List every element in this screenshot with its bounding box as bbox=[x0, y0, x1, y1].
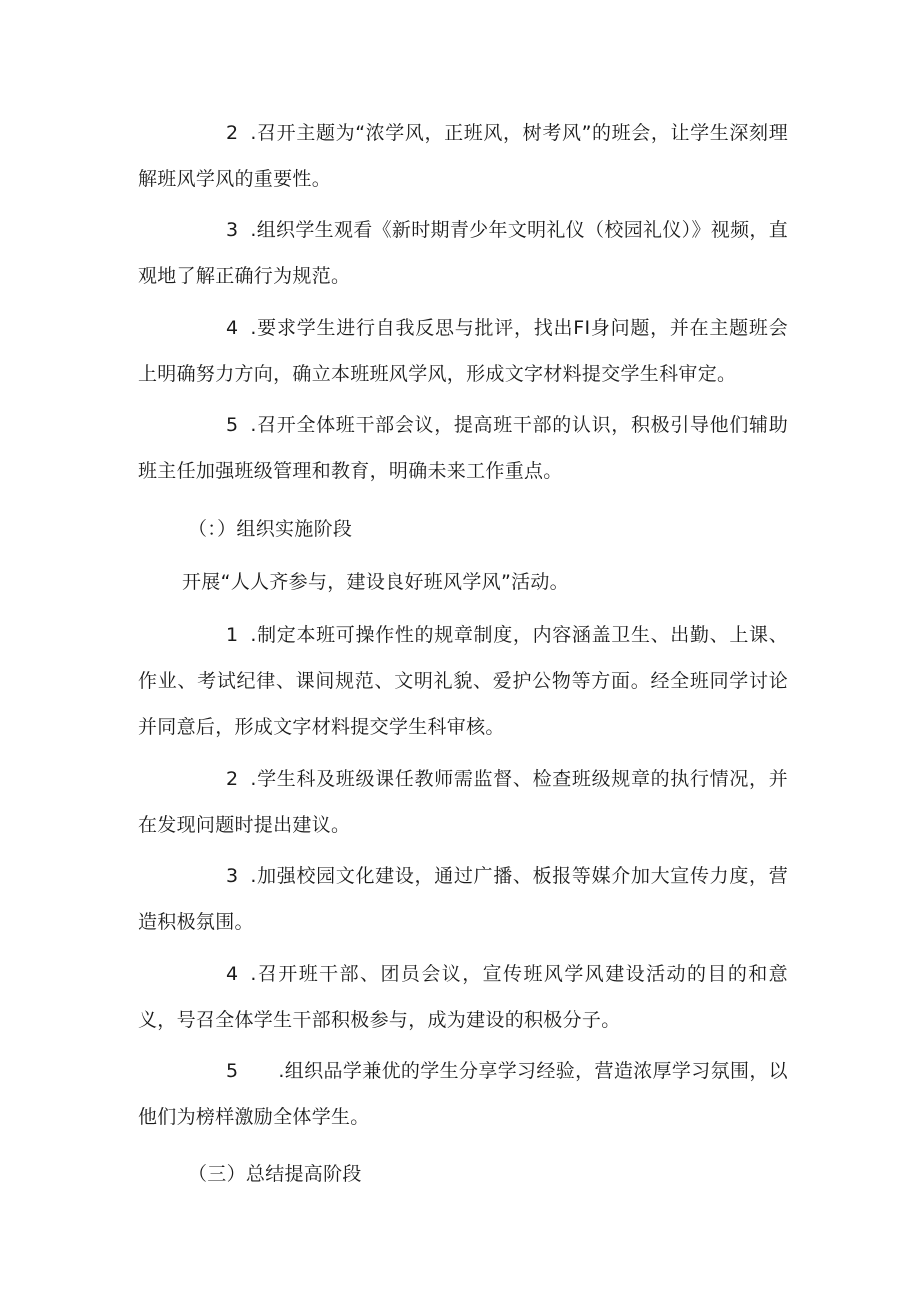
section-intro-activity: 开展“人人齐参与，建设良好班风学风”活动。 bbox=[182, 571, 569, 593]
item-number: 2 bbox=[226, 768, 239, 790]
paragraph-text: .要求学生进行自我反思与批评，找出FI身问题，并在主题班会上明确努力方向，确立本班班风学风，形成文字材料提交学生科审定。 bbox=[138, 317, 788, 385]
paragraph-text: .召开主题为“浓学风，正班风，树考风”的班会，让学生深刻理解班风学风的重要性。 bbox=[138, 122, 788, 190]
item-number: 3 bbox=[226, 219, 239, 241]
paragraph-item-3-campus-culture bbox=[138, 853, 788, 945]
paragraph-item-5-cadre-meeting bbox=[138, 402, 788, 494]
item-number: 5 bbox=[226, 414, 239, 436]
paragraph-text: .制定本班可操作性的规章制度，内容涵盖卫生、出勤、上课、作业、考试纪律、课间规范、文明礼貌、爱护公物等方面。经全班同学讨论并同意后，形成文字材料提交学生科审核。 bbox=[138, 624, 788, 738]
paragraph-text: .加强校园文化建设，通过广播、板报等媒介加大宣传力度，营造积极氛围。 bbox=[138, 865, 788, 933]
paragraph-item-1-regulations bbox=[138, 612, 788, 750]
paragraph-text: .学生科及班级课任教师需监督、检查班级规章的执行情况，并在发现问题时提出建议。 bbox=[138, 768, 788, 836]
paragraph-item-2-supervision bbox=[138, 756, 788, 848]
item-number: 3 bbox=[226, 865, 239, 887]
paragraph-text: .组织学生观看《新时期青少年文明礼仪（校园礼仪）》视频，直观地了解正确行为规范。 bbox=[138, 219, 788, 287]
paragraph-text: .召开全体班干部会议，提高班干部的认识，积极引导他们辅助班主任加强班级管理和教育，明确未来工作重点。 bbox=[138, 414, 788, 482]
item-number: 2 bbox=[226, 122, 239, 144]
paragraph-item-3-watch-video bbox=[138, 207, 788, 299]
item-number: 4 bbox=[226, 963, 239, 985]
paragraph-text: .召开班干部、团员会议，宣传班风学风建设活动的目的和意义，号召全体学生干部积极参与，成为建设的积极分子。 bbox=[138, 963, 788, 1031]
paragraph-item-4-self-reflection bbox=[138, 305, 788, 397]
item-number: 1 bbox=[226, 624, 239, 646]
item-number: 4 bbox=[226, 317, 239, 339]
section-heading-implementation: （：）组织实施阶段 bbox=[188, 518, 353, 540]
section-heading-summary: （三）总结提高阶段 bbox=[188, 1163, 362, 1185]
paragraph-item-2-class-meeting bbox=[138, 110, 788, 202]
item-number: 5 bbox=[226, 1060, 239, 1082]
paragraph-item-5-share-experience bbox=[138, 1048, 788, 1140]
paragraph-item-4-league-meeting bbox=[138, 951, 788, 1043]
paragraph-text: .组织品学兼优的学生分享学习经验，营造浓厚学习氛围，以他们为榜样激励全体学生。 bbox=[138, 1060, 788, 1128]
